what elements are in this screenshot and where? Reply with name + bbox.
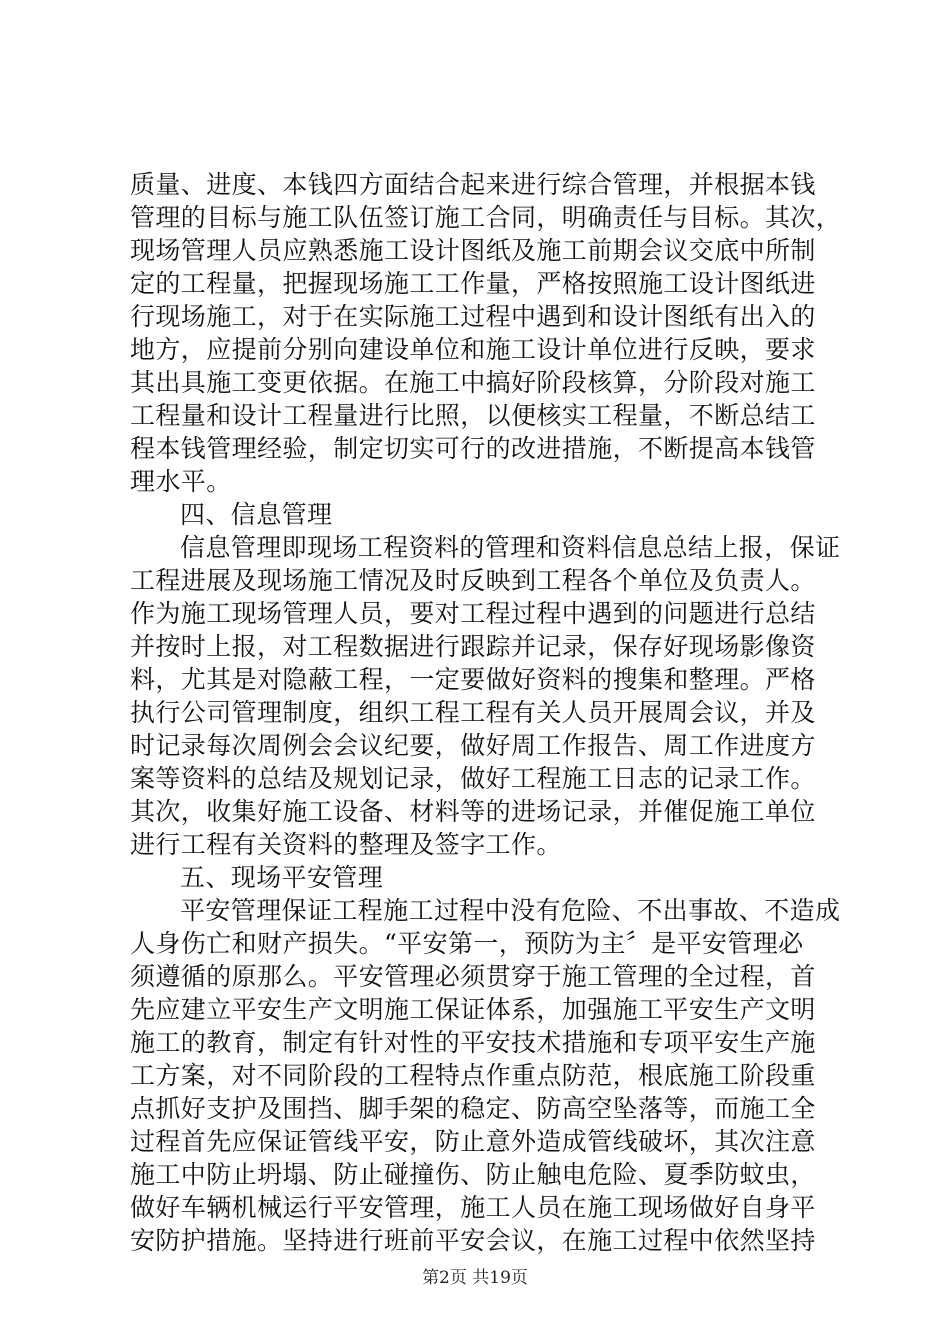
body-text-line: 案等资料的总结及规划记录，做好工程施工日志的记录工作。 xyxy=(130,764,816,793)
body-text-line: 其次，收集好施工设备、材料等的进场记录，并催促施工单位 xyxy=(130,797,816,826)
body-text-line: 现场管理人员应熟悉施工设计图纸及施工前期会议交底中所制 xyxy=(130,236,816,265)
body-text-line: 时记录每次周例会会议纪要，做好周工作报告、周工作进度方 xyxy=(130,731,816,760)
body-text-line: 料，尤其是对隐蔽工程，一定要做好资料的搜集和整理。严格 xyxy=(130,665,816,694)
body-text-line: 定的工程量，把握现场施工工作量，严格按照施工设计图纸进 xyxy=(130,269,816,298)
body-text-line: 先应建立平安生产文明施工保证体系，加强施工平安生产文明 xyxy=(130,995,816,1024)
body-text-line: 作为施工现场管理人员，要对工程过程中遇到的问题进行总结 xyxy=(130,599,816,628)
body-text-line: 过程首先应保证管线平安，防止意外造成管线破坏，其次注意 xyxy=(130,1127,816,1156)
body-text-line: 人身伤亡和财产损失。“平安第一，预防为主〞是平安管理必 xyxy=(130,929,804,958)
body-text-line: 施工中防止坍塌、防止碰撞伤、防止触电危险、夏季防蚊虫， xyxy=(130,1160,816,1189)
body-text-line: 执行公司管理制度，组织工程工程有关人员开展周会议，并及 xyxy=(130,698,816,727)
body-text-line: 工方案，对不同阶段的工程特点作重点防范，根底施工阶段重 xyxy=(130,1061,816,1090)
body-text-line: 工程进展及现场施工情况及时反映到工程各个单位及负责人。 xyxy=(130,566,816,595)
body-text-line: 安防护措施。坚持进行班前平安会议，在施工过程中依然坚持 xyxy=(130,1226,816,1255)
document-body xyxy=(130,168,842,1257)
body-text-line: 地方，应提前分别向建设单位和施工设计单位进行反映，要求 xyxy=(130,335,816,364)
body-text-line: 做好车辆机械运行平安管理，施工人员在施工现场做好自身平 xyxy=(130,1193,816,1222)
body-text-line: 平安管理保证工程施工过程中没有危险、不出事故、不造成 xyxy=(180,896,841,925)
body-text-line: 管理的目标与施工队伍签订施工合同，明确责任与目标。其次， xyxy=(130,203,842,232)
section-heading: 五、现场平安管理 xyxy=(180,863,384,892)
body-text-line: 程本钱管理经验，制定切实可行的改进措施，不断提高本钱管 xyxy=(130,434,816,463)
body-text-line: 信息管理即现场工程资料的管理和资料信息总结上报，保证 xyxy=(180,533,841,562)
body-text-line: 质量、进度、本钱四方面结合起来进行综合管理，并根据本钱 xyxy=(130,170,816,199)
section-heading: 四、信息管理 xyxy=(180,500,333,529)
body-text-line: 工程量和设计工程量进行比照，以便核实工程量，不断总结工 xyxy=(130,401,816,430)
body-text-line: 须遵循的原那么。平安管理必须贯穿于施工管理的全过程，首 xyxy=(130,962,816,991)
page-number-footer: 第2页 共19页 xyxy=(422,1268,528,1288)
body-text-line: 施工的教育，制定有针对性的平安技术措施和专项平安生产施 xyxy=(130,1028,816,1057)
body-text-line: 点抓好支护及围挡、脚手架的稳定、防高空坠落等，而施工全 xyxy=(130,1094,816,1123)
body-text-line: 并按时上报，对工程数据进行跟踪并记录，保存好现场影像资 xyxy=(130,632,816,661)
body-text-line: 行现场施工，对于在实际施工过程中遇到和设计图纸有出入的 xyxy=(130,302,816,331)
body-text-line: 其出具施工变更依据。在施工中搞好阶段核算，分阶段对施工 xyxy=(130,368,816,397)
body-text-line: 进行工程有关资料的整理及签字工作。 xyxy=(130,830,562,859)
body-text-line: 理水平。 xyxy=(130,467,232,496)
